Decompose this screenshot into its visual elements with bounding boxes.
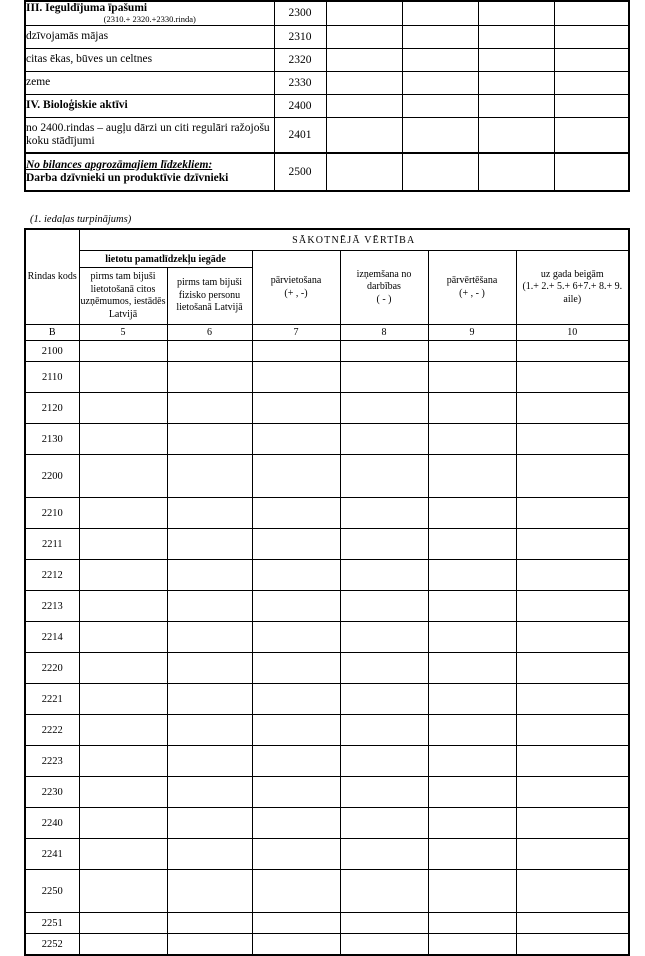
column-number-9: 9	[428, 325, 516, 341]
data-cell[interactable]	[516, 653, 629, 684]
data-cell[interactable]	[516, 715, 629, 746]
table-row	[25, 498, 629, 529]
data-cell[interactable]	[79, 591, 167, 622]
data-cell[interactable]	[167, 455, 252, 498]
data-cell[interactable]	[167, 591, 252, 622]
data-cell[interactable]	[428, 362, 516, 393]
data-cell[interactable]	[340, 424, 428, 455]
data-cell[interactable]	[340, 341, 428, 362]
data-cell[interactable]	[516, 362, 629, 393]
data-cell[interactable]	[554, 117, 629, 153]
row-label-2320: citas ēkas, būves un celtnes	[25, 48, 274, 71]
row-label-2310: dzīvojamās mājas	[25, 25, 274, 48]
table-row	[25, 777, 629, 808]
data-cell[interactable]	[252, 653, 340, 684]
column-number-row	[25, 325, 629, 341]
column-header-relocation-sublabel: (+ , -)	[284, 287, 308, 299]
data-cell[interactable]	[79, 777, 167, 808]
data-cell[interactable]	[79, 362, 167, 393]
row-label-2500	[25, 153, 274, 191]
data-cell[interactable]	[252, 622, 340, 653]
data-cell[interactable]	[428, 560, 516, 591]
data-cell[interactable]	[340, 591, 428, 622]
data-cell[interactable]	[340, 839, 428, 870]
data-cell[interactable]	[326, 117, 402, 153]
data-cell[interactable]	[554, 1, 629, 25]
row-code-2213: 2213	[25, 591, 79, 622]
data-cell[interactable]	[402, 153, 478, 191]
data-cell[interactable]	[79, 560, 167, 591]
data-cell[interactable]	[516, 622, 629, 653]
data-cell[interactable]	[167, 913, 252, 934]
data-cell[interactable]	[252, 393, 340, 424]
table-row	[25, 1, 629, 25]
data-cell[interactable]	[428, 341, 516, 362]
table-row	[25, 684, 629, 715]
data-cell[interactable]	[79, 808, 167, 839]
table-row	[25, 715, 629, 746]
data-cell[interactable]	[428, 622, 516, 653]
row-code-2401: 2401	[274, 117, 326, 153]
row-code-2500: 2500	[274, 153, 326, 191]
table-row	[25, 455, 629, 498]
data-cell[interactable]	[252, 913, 340, 934]
data-cell[interactable]	[516, 808, 629, 839]
row-code-2211: 2211	[25, 529, 79, 560]
data-cell[interactable]	[516, 393, 629, 424]
table-row	[25, 117, 629, 153]
data-cell[interactable]	[326, 48, 402, 71]
data-cell[interactable]	[428, 777, 516, 808]
data-cell[interactable]	[252, 746, 340, 777]
data-cell[interactable]	[252, 715, 340, 746]
data-cell[interactable]	[167, 839, 252, 870]
table-row	[25, 746, 629, 777]
data-cell[interactable]	[428, 498, 516, 529]
data-cell[interactable]	[428, 913, 516, 934]
data-cell[interactable]	[79, 622, 167, 653]
data-cell[interactable]	[554, 153, 629, 191]
table-row	[25, 913, 629, 934]
row-code-2210: 2210	[25, 498, 79, 529]
row-code-2120: 2120	[25, 393, 79, 424]
row-label-2330: zeme	[25, 71, 274, 94]
table-row	[25, 153, 629, 191]
data-cell[interactable]	[428, 870, 516, 913]
column-number-7: 7	[252, 325, 340, 341]
row-code-2222: 2222	[25, 715, 79, 746]
row-code-2310: 2310	[274, 25, 326, 48]
data-cell[interactable]	[478, 48, 554, 71]
data-cell[interactable]	[79, 498, 167, 529]
table-row	[25, 870, 629, 913]
row-code-2251: 2251	[25, 913, 79, 934]
table-row	[25, 653, 629, 684]
data-cell[interactable]	[478, 94, 554, 117]
row-code-header: Rindas kods	[25, 229, 79, 325]
data-cell[interactable]	[478, 1, 554, 25]
data-cell[interactable]	[167, 684, 252, 715]
row-label-2500-line2: Darba dzīvnieki un produktīvie dzīvnieki	[26, 171, 229, 184]
data-cell[interactable]	[167, 560, 252, 591]
row-code-2214: 2214	[25, 622, 79, 653]
data-cell[interactable]	[252, 839, 340, 870]
row-code-2220: 2220	[25, 653, 79, 684]
table-row	[25, 362, 629, 393]
data-cell[interactable]	[79, 839, 167, 870]
data-cell[interactable]	[326, 71, 402, 94]
row-code-2400: 2400	[274, 94, 326, 117]
data-cell[interactable]	[428, 715, 516, 746]
data-cell[interactable]	[516, 498, 629, 529]
column-header-removal-sublabel: ( - )	[376, 293, 392, 305]
data-cell[interactable]	[167, 870, 252, 913]
table-row	[25, 71, 629, 94]
data-cell[interactable]	[79, 684, 167, 715]
row-code-2130: 2130	[25, 424, 79, 455]
data-cell[interactable]	[340, 777, 428, 808]
data-cell[interactable]	[340, 684, 428, 715]
fixed-assets-top-table	[24, 0, 630, 192]
table-row	[25, 393, 629, 424]
data-cell[interactable]	[79, 455, 167, 498]
row-code-2320: 2320	[274, 48, 326, 71]
data-cell[interactable]	[167, 808, 252, 839]
data-cell[interactable]	[478, 25, 554, 48]
data-cell[interactable]	[516, 839, 629, 870]
table-row	[25, 48, 629, 71]
table-header-row	[25, 229, 629, 251]
data-cell[interactable]	[252, 362, 340, 393]
table-row	[25, 808, 629, 839]
data-cell[interactable]	[252, 424, 340, 455]
data-cell[interactable]	[340, 529, 428, 560]
table-row	[25, 529, 629, 560]
row-code-2330: 2330	[274, 71, 326, 94]
data-cell[interactable]	[326, 153, 402, 191]
data-cell[interactable]	[79, 715, 167, 746]
column-header-relocation-label: pārvietošana	[270, 275, 322, 286]
data-cell[interactable]	[428, 529, 516, 560]
data-cell[interactable]	[340, 455, 428, 498]
row-label-2500-line1: No bilances apgrozāmajiem līdzekliem:	[26, 158, 213, 171]
data-cell[interactable]	[554, 48, 629, 71]
data-cell[interactable]	[252, 870, 340, 913]
data-cell[interactable]	[478, 71, 554, 94]
data-cell[interactable]	[167, 653, 252, 684]
data-cell[interactable]	[516, 455, 629, 498]
column-header-year-end-sublabel: (1.+ 2.+ 5.+ 6+7.+ 8.+ 9. aile)	[522, 281, 623, 305]
table-row	[25, 591, 629, 622]
data-cell[interactable]	[167, 393, 252, 424]
data-cell[interactable]	[79, 913, 167, 934]
data-cell[interactable]	[252, 341, 340, 362]
row-sublabel-2300: (2310.+ 2320.+2330.rinda)	[103, 14, 196, 25]
data-cell[interactable]	[340, 913, 428, 934]
data-cell[interactable]	[340, 870, 428, 913]
column-header-prev-used-persons: pirms tam bijuši fizisko personu lietošanā Latvijā	[167, 268, 252, 325]
row-code-2300: 2300	[274, 1, 326, 25]
data-cell[interactable]	[167, 529, 252, 560]
data-cell[interactable]	[478, 117, 554, 153]
row-code-2212: 2212	[25, 560, 79, 591]
column-header-revaluation-sublabel: (+ , - )	[459, 287, 485, 299]
data-cell[interactable]	[340, 622, 428, 653]
data-cell[interactable]	[516, 560, 629, 591]
table-title: SĀKOTNĒJĀ VĒRTĪBA	[79, 229, 629, 251]
data-cell[interactable]	[252, 560, 340, 591]
column-number-8: 8	[340, 325, 428, 341]
data-cell[interactable]	[167, 934, 252, 956]
data-cell[interactable]	[252, 498, 340, 529]
data-cell[interactable]	[478, 153, 554, 191]
data-cell[interactable]	[428, 808, 516, 839]
data-cell[interactable]	[79, 870, 167, 913]
data-cell[interactable]	[326, 1, 402, 25]
data-cell[interactable]	[252, 455, 340, 498]
data-cell[interactable]	[428, 424, 516, 455]
data-cell[interactable]	[79, 934, 167, 956]
data-cell[interactable]	[516, 341, 629, 362]
data-cell[interactable]	[516, 684, 629, 715]
data-cell[interactable]	[516, 777, 629, 808]
data-cell[interactable]	[516, 424, 629, 455]
data-cell[interactable]	[79, 424, 167, 455]
data-cell[interactable]	[340, 362, 428, 393]
section-caption: (1. iedaļas turpinājums)	[30, 214, 132, 225]
data-cell[interactable]	[79, 341, 167, 362]
data-cell[interactable]	[554, 94, 629, 117]
data-cell[interactable]	[252, 529, 340, 560]
table-row	[25, 622, 629, 653]
initial-value-table	[24, 228, 630, 956]
data-cell[interactable]	[252, 808, 340, 839]
data-cell[interactable]	[428, 393, 516, 424]
row-code-2241: 2241	[25, 839, 79, 870]
data-cell[interactable]	[428, 746, 516, 777]
data-cell[interactable]	[402, 1, 478, 25]
data-cell[interactable]	[516, 591, 629, 622]
data-cell[interactable]	[516, 934, 629, 956]
row-code-2250: 2250	[25, 870, 79, 913]
data-cell[interactable]	[428, 839, 516, 870]
data-cell[interactable]	[79, 653, 167, 684]
data-cell[interactable]	[340, 808, 428, 839]
table-row	[25, 560, 629, 591]
row-code-2252: 2252	[25, 934, 79, 956]
table-row	[25, 424, 629, 455]
data-cell[interactable]	[428, 653, 516, 684]
data-cell[interactable]	[428, 684, 516, 715]
data-cell[interactable]	[516, 746, 629, 777]
data-cell[interactable]	[79, 529, 167, 560]
data-cell[interactable]	[167, 341, 252, 362]
data-cell[interactable]	[428, 591, 516, 622]
row-code-2110: 2110	[25, 362, 79, 393]
column-header-removal	[340, 251, 428, 325]
data-cell[interactable]	[428, 934, 516, 956]
data-cell[interactable]	[554, 71, 629, 94]
row-code-2221: 2221	[25, 684, 79, 715]
column-header-revaluation-label: pārvērtēšana	[446, 275, 498, 286]
table-row	[25, 839, 629, 870]
data-cell[interactable]	[167, 622, 252, 653]
data-cell[interactable]	[340, 653, 428, 684]
column-number-b: B	[25, 325, 79, 341]
row-code-2230: 2230	[25, 777, 79, 808]
data-cell[interactable]	[340, 498, 428, 529]
data-cell[interactable]	[402, 25, 478, 48]
column-number-6: 6	[167, 325, 252, 341]
column-header-revaluation	[428, 251, 516, 325]
data-cell[interactable]	[252, 684, 340, 715]
row-code-2240: 2240	[25, 808, 79, 839]
row-label-2300: III. Ieguldījuma īpašumi (2310.+ 2320.+2330.rinda)	[25, 1, 274, 25]
data-cell[interactable]	[516, 529, 629, 560]
column-header-prev-used-companies: pirms tam bijuši lietotošanā citos uzņēmumos, iestādēs Latvijā	[79, 268, 167, 325]
row-code-2100: 2100	[25, 341, 79, 362]
data-cell[interactable]	[79, 393, 167, 424]
table-row	[25, 25, 629, 48]
table-header-row	[25, 251, 629, 268]
top-table-body	[25, 1, 629, 191]
data-cell[interactable]	[402, 71, 478, 94]
data-cell[interactable]	[402, 48, 478, 71]
row-label-2400: IV. Bioloģiskie aktīvi	[25, 94, 274, 117]
group-header-used-assets: lietotu pamatlīdzekļu iegāde	[79, 251, 252, 268]
column-number-5: 5	[79, 325, 167, 341]
column-header-year-end-label: uz gada beigām	[540, 268, 604, 280]
data-cell[interactable]	[167, 777, 252, 808]
data-cell[interactable]	[340, 393, 428, 424]
data-cell[interactable]	[402, 117, 478, 153]
table-row	[25, 934, 629, 956]
data-cell[interactable]	[516, 913, 629, 934]
data-cell[interactable]	[167, 715, 252, 746]
data-cell[interactable]	[340, 746, 428, 777]
data-cell[interactable]	[252, 591, 340, 622]
data-cell[interactable]	[326, 25, 402, 48]
data-cell[interactable]	[326, 94, 402, 117]
bottom-table-body	[25, 229, 629, 955]
data-cell[interactable]	[402, 94, 478, 117]
data-cell[interactable]	[167, 498, 252, 529]
data-cell[interactable]	[340, 560, 428, 591]
column-header-removal-label: izņemšana no darbības	[356, 268, 412, 293]
data-cell[interactable]	[516, 870, 629, 913]
row-code-2200: 2200	[25, 455, 79, 498]
data-cell[interactable]	[252, 934, 340, 956]
data-cell[interactable]	[340, 715, 428, 746]
data-cell[interactable]	[167, 362, 252, 393]
data-cell[interactable]	[554, 25, 629, 48]
column-number-10: 10	[516, 325, 629, 341]
row-label-2401: no 2400.rindas – augļu dārzi un citi regulāri ražojošu koku stādījumi	[25, 117, 274, 153]
table-row	[25, 94, 629, 117]
table-row	[25, 341, 629, 362]
data-cell[interactable]	[79, 746, 167, 777]
data-cell[interactable]	[167, 746, 252, 777]
data-cell[interactable]	[340, 934, 428, 956]
data-cell[interactable]	[428, 455, 516, 498]
column-header-year-end	[516, 251, 629, 325]
data-cell[interactable]	[167, 424, 252, 455]
column-header-relocation	[252, 251, 340, 325]
data-cell[interactable]	[252, 777, 340, 808]
row-code-2223: 2223	[25, 746, 79, 777]
